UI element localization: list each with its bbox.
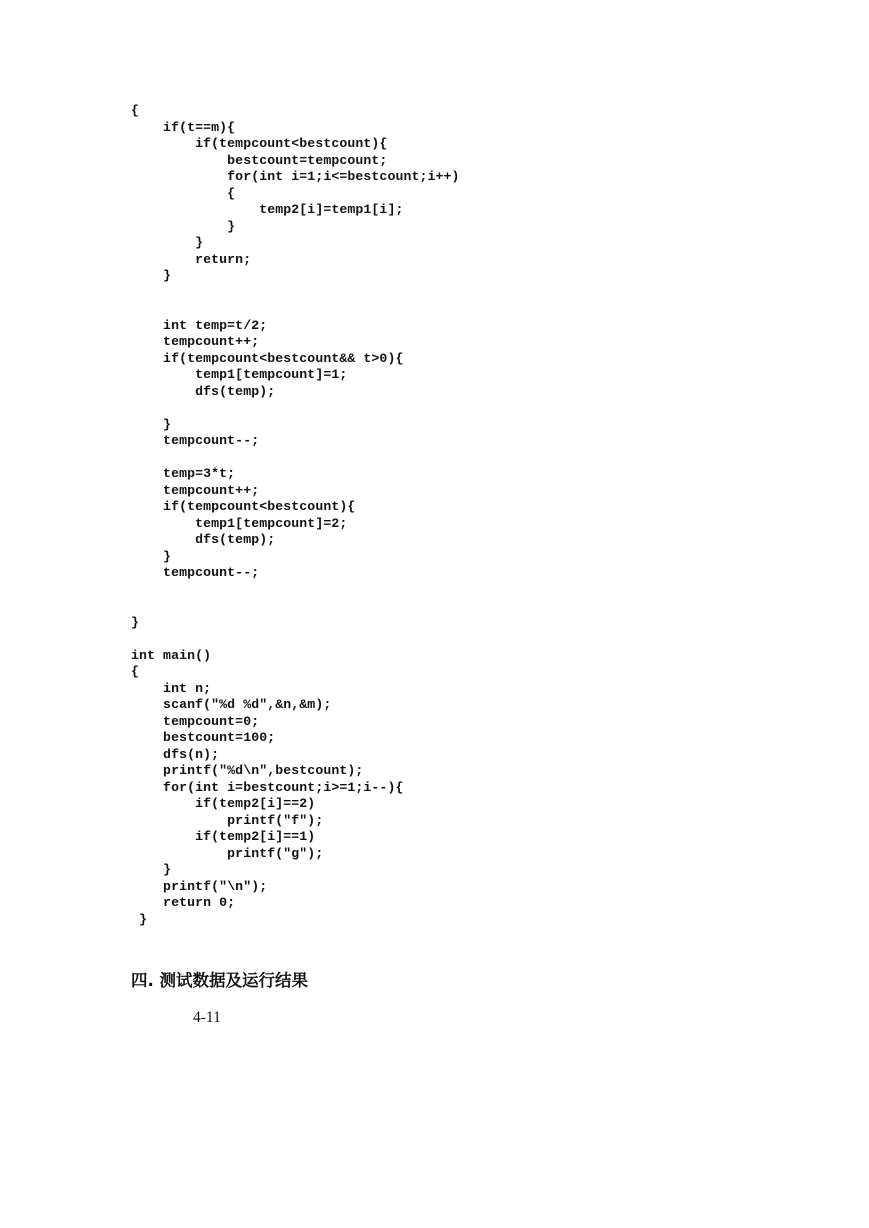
code-line: {: [131, 103, 140, 118]
code-line: int n;: [131, 680, 212, 696]
code-line: [131, 285, 751, 302]
code-line: }: [131, 614, 140, 630]
code-line: for(int i=bestcount;i>=1;i--){: [131, 779, 404, 795]
code-line: tempcount--;: [131, 433, 260, 448]
code-line: printf("%d\n",bestcount);: [131, 763, 364, 778]
code-line: if(temp2[i]==1): [131, 829, 316, 844]
code-line: [131, 400, 751, 417]
code-line: printf("\n");: [131, 878, 268, 894]
code-line: for(int i=1;i<=bestcount;i++): [131, 169, 460, 184]
code-line: int main(): [131, 647, 212, 663]
code-line: scanf("%d %d",&n,&m);: [131, 697, 332, 712]
code-line: printf("g");: [131, 845, 324, 861]
section-heading: 四. 测试数据及运行结果: [131, 971, 309, 990]
code-line: }: [131, 911, 148, 927]
code-line: [131, 301, 751, 318]
code-block: [131, 103, 751, 928]
code-line: }: [131, 548, 172, 564]
code-line: temp=3*t;: [131, 466, 236, 481]
code-line: tempcount++;: [131, 334, 260, 349]
code-line: temp1[tempcount]=2;: [131, 515, 348, 531]
code-line: }: [131, 862, 172, 877]
code-line: if(temp2[i]==2): [131, 796, 316, 811]
code-line: return;: [131, 251, 252, 267]
code-line: [131, 598, 751, 615]
code-line: }: [131, 235, 204, 250]
code-line: {: [131, 185, 236, 201]
code-line: bestcount=tempcount;: [131, 152, 388, 168]
test-case-label: 4-11: [193, 1009, 221, 1026]
code-line: printf("f");: [131, 812, 324, 828]
code-line: if(tempcount<bestcount&& t>0){: [131, 350, 404, 366]
code-line: dfs(temp);: [131, 383, 276, 399]
code-line: tempcount--;: [131, 565, 260, 580]
code-line: int temp=t/2;: [131, 317, 268, 333]
code-line: }: [131, 218, 236, 234]
code-line: }: [131, 416, 172, 432]
code-line: {: [131, 664, 140, 679]
code-line: bestcount=100;: [131, 730, 276, 745]
code-line: [131, 631, 751, 648]
code-line: tempcount++;: [131, 482, 260, 498]
code-line: }: [131, 268, 172, 283]
code-line: dfs(n);: [131, 746, 220, 762]
code-line: temp1[tempcount]=1;: [131, 367, 348, 382]
code-line: return 0;: [131, 895, 236, 910]
code-line: tempcount=0;: [131, 713, 260, 729]
code-line: dfs(temp);: [131, 532, 276, 547]
code-line: [131, 450, 751, 467]
code-line: if(tempcount<bestcount){: [131, 136, 388, 151]
code-line: if(tempcount<bestcount){: [131, 499, 356, 514]
code-line: temp2[i]=temp1[i];: [131, 202, 404, 217]
code-line: [131, 582, 751, 599]
code-line: if(t==m){: [131, 119, 236, 135]
